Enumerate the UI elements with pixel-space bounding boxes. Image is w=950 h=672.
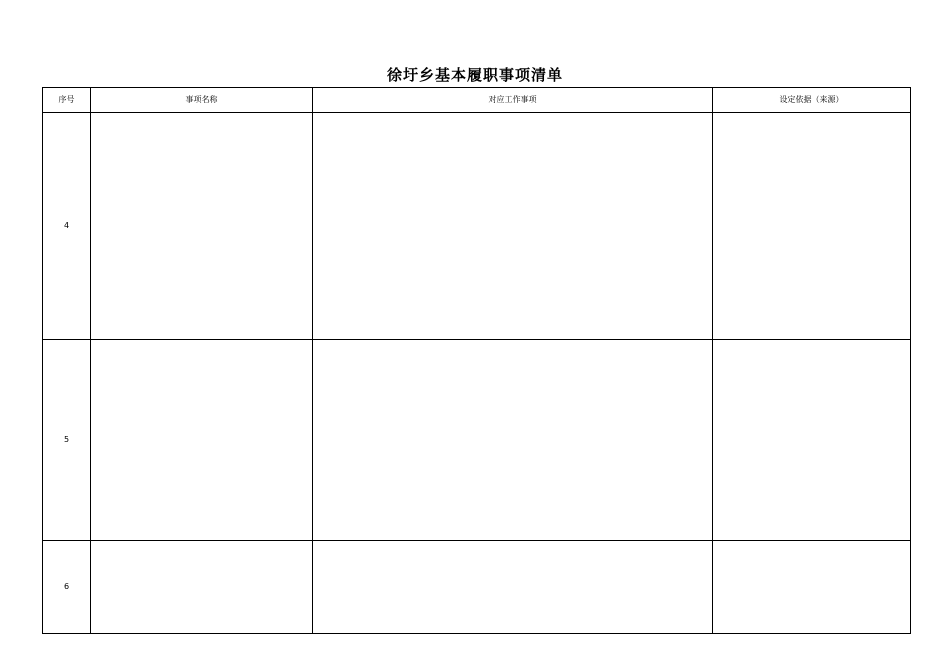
duty-table [42, 87, 911, 634]
table-row [43, 340, 911, 541]
row-work-items [313, 113, 713, 340]
header-work-items: 对应工作事项 [313, 88, 713, 113]
row-item-name [91, 340, 313, 541]
row-work-items [313, 541, 713, 634]
table-row [43, 113, 911, 340]
header-basis: 设定依据（来源） [713, 88, 911, 113]
row-basis [713, 541, 911, 634]
header-serial: 序号 [43, 88, 91, 113]
row-serial: 6 [43, 541, 91, 634]
row-item-name [91, 113, 313, 340]
row-work-items [313, 340, 713, 541]
table-row [43, 541, 911, 634]
row-basis [713, 113, 911, 340]
table-header-row [43, 88, 911, 113]
header-item-name: 事项名称 [91, 88, 313, 113]
row-serial: 5 [43, 340, 91, 541]
row-basis [713, 340, 911, 541]
page-title: 徐圩乡基本履职事项清单 [386, 66, 563, 84]
row-serial: 4 [43, 113, 91, 340]
row-item-name [91, 541, 313, 634]
